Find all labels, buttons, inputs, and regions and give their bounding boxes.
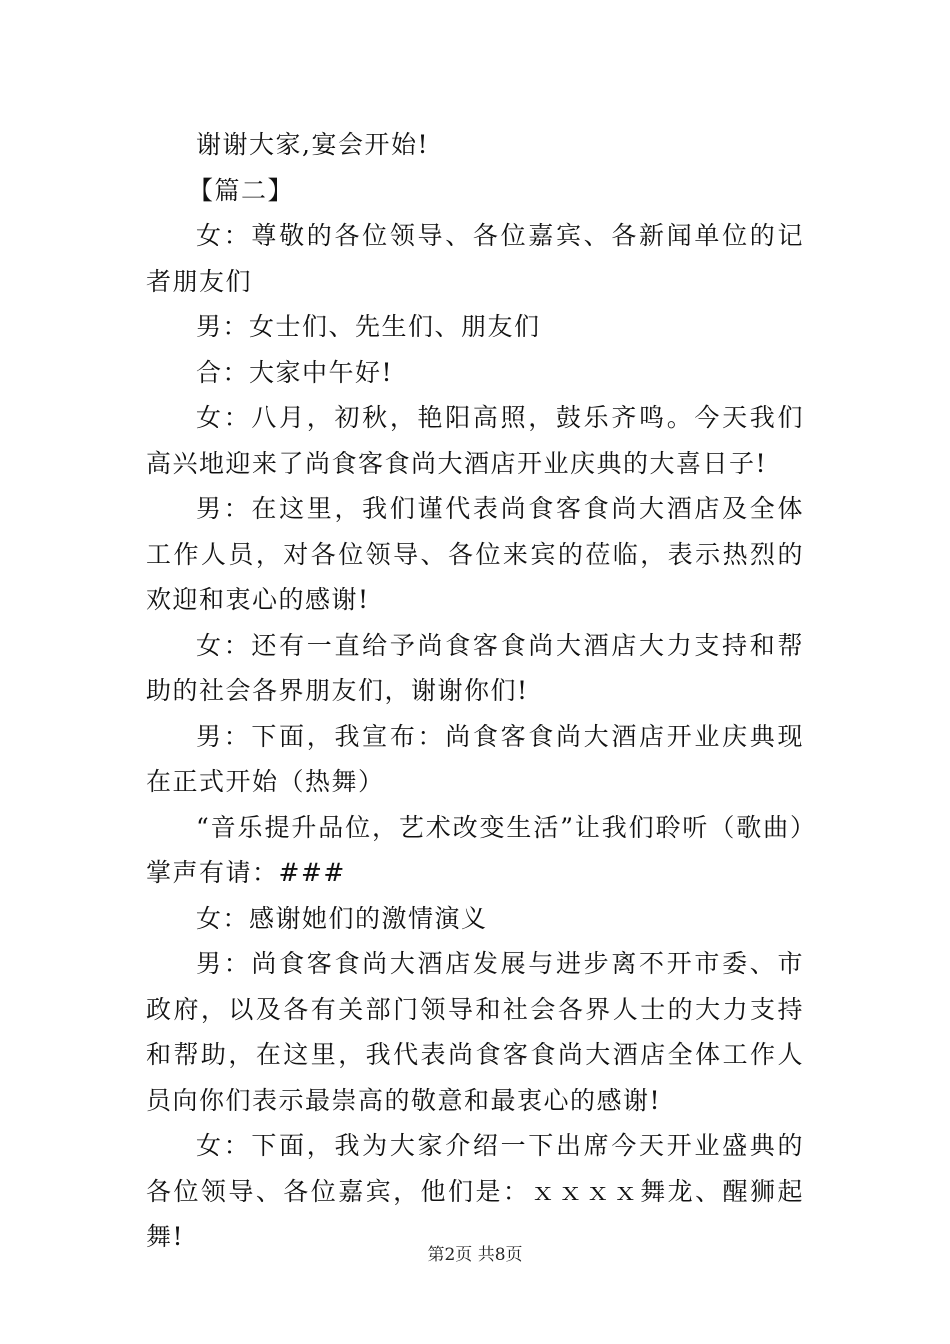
paragraph: 男：女士们、先生们、朋友们 [196, 312, 541, 341]
document-body [146, 122, 804, 1260]
paragraph: 男：在这里，我们谨代表尚食客食尚大酒店及全体工作人员，对各位领导、各位来宾的莅临，表示热烈的欢迎和衷心的感谢! [146, 494, 804, 614]
paragraph: 女：下面，我为大家介绍一下出席今天开业盛典的各位领导、各位嘉宾，他们是：ｘｘｘｘ舞龙、醒狮起舞! [146, 1131, 804, 1251]
paragraph: 女：感谢她们的激情演义 [196, 903, 488, 933]
paragraph: 女：八月，初秋，艳阳高照，鼓乐齐鸣。今天我们高兴地迎来了尚食客食尚大酒店开业庆典的大喜日子! [146, 403, 804, 478]
paragraph: 女：尊敬的各位领导、各位嘉宾、各新闻单位的记者朋友们 [146, 221, 804, 296]
paragraph: 合：大家中午好! [196, 357, 394, 387]
paragraph: 女：还有一直给予尚食客食尚大酒店大力支持和帮助的社会各界朋友们，谢谢你们! [146, 630, 804, 705]
paragraph: 男：下面，我宣布：尚食客食尚大酒店开业庆典现在正式开始（热舞） [146, 721, 804, 796]
paragraph: 谢谢大家,宴会开始! [196, 130, 429, 159]
page-number: 第2页 共8页 [427, 1245, 523, 1265]
paragraph: “音乐提升品位，艺术改变生活”让我们聆听（歌曲）掌声有请：### [146, 812, 804, 887]
section-heading: 【篇二】 [188, 175, 295, 205]
paragraph: 男：尚食客食尚大酒店发展与进步离不开市委、市政府，以及各有关部门领导和社会各界人士的大力支持和帮助，在这里，我代表尚食客食尚大酒店全体工作人员向你们表示最崇高的敬意和最衷心的感谢! [146, 949, 804, 1115]
